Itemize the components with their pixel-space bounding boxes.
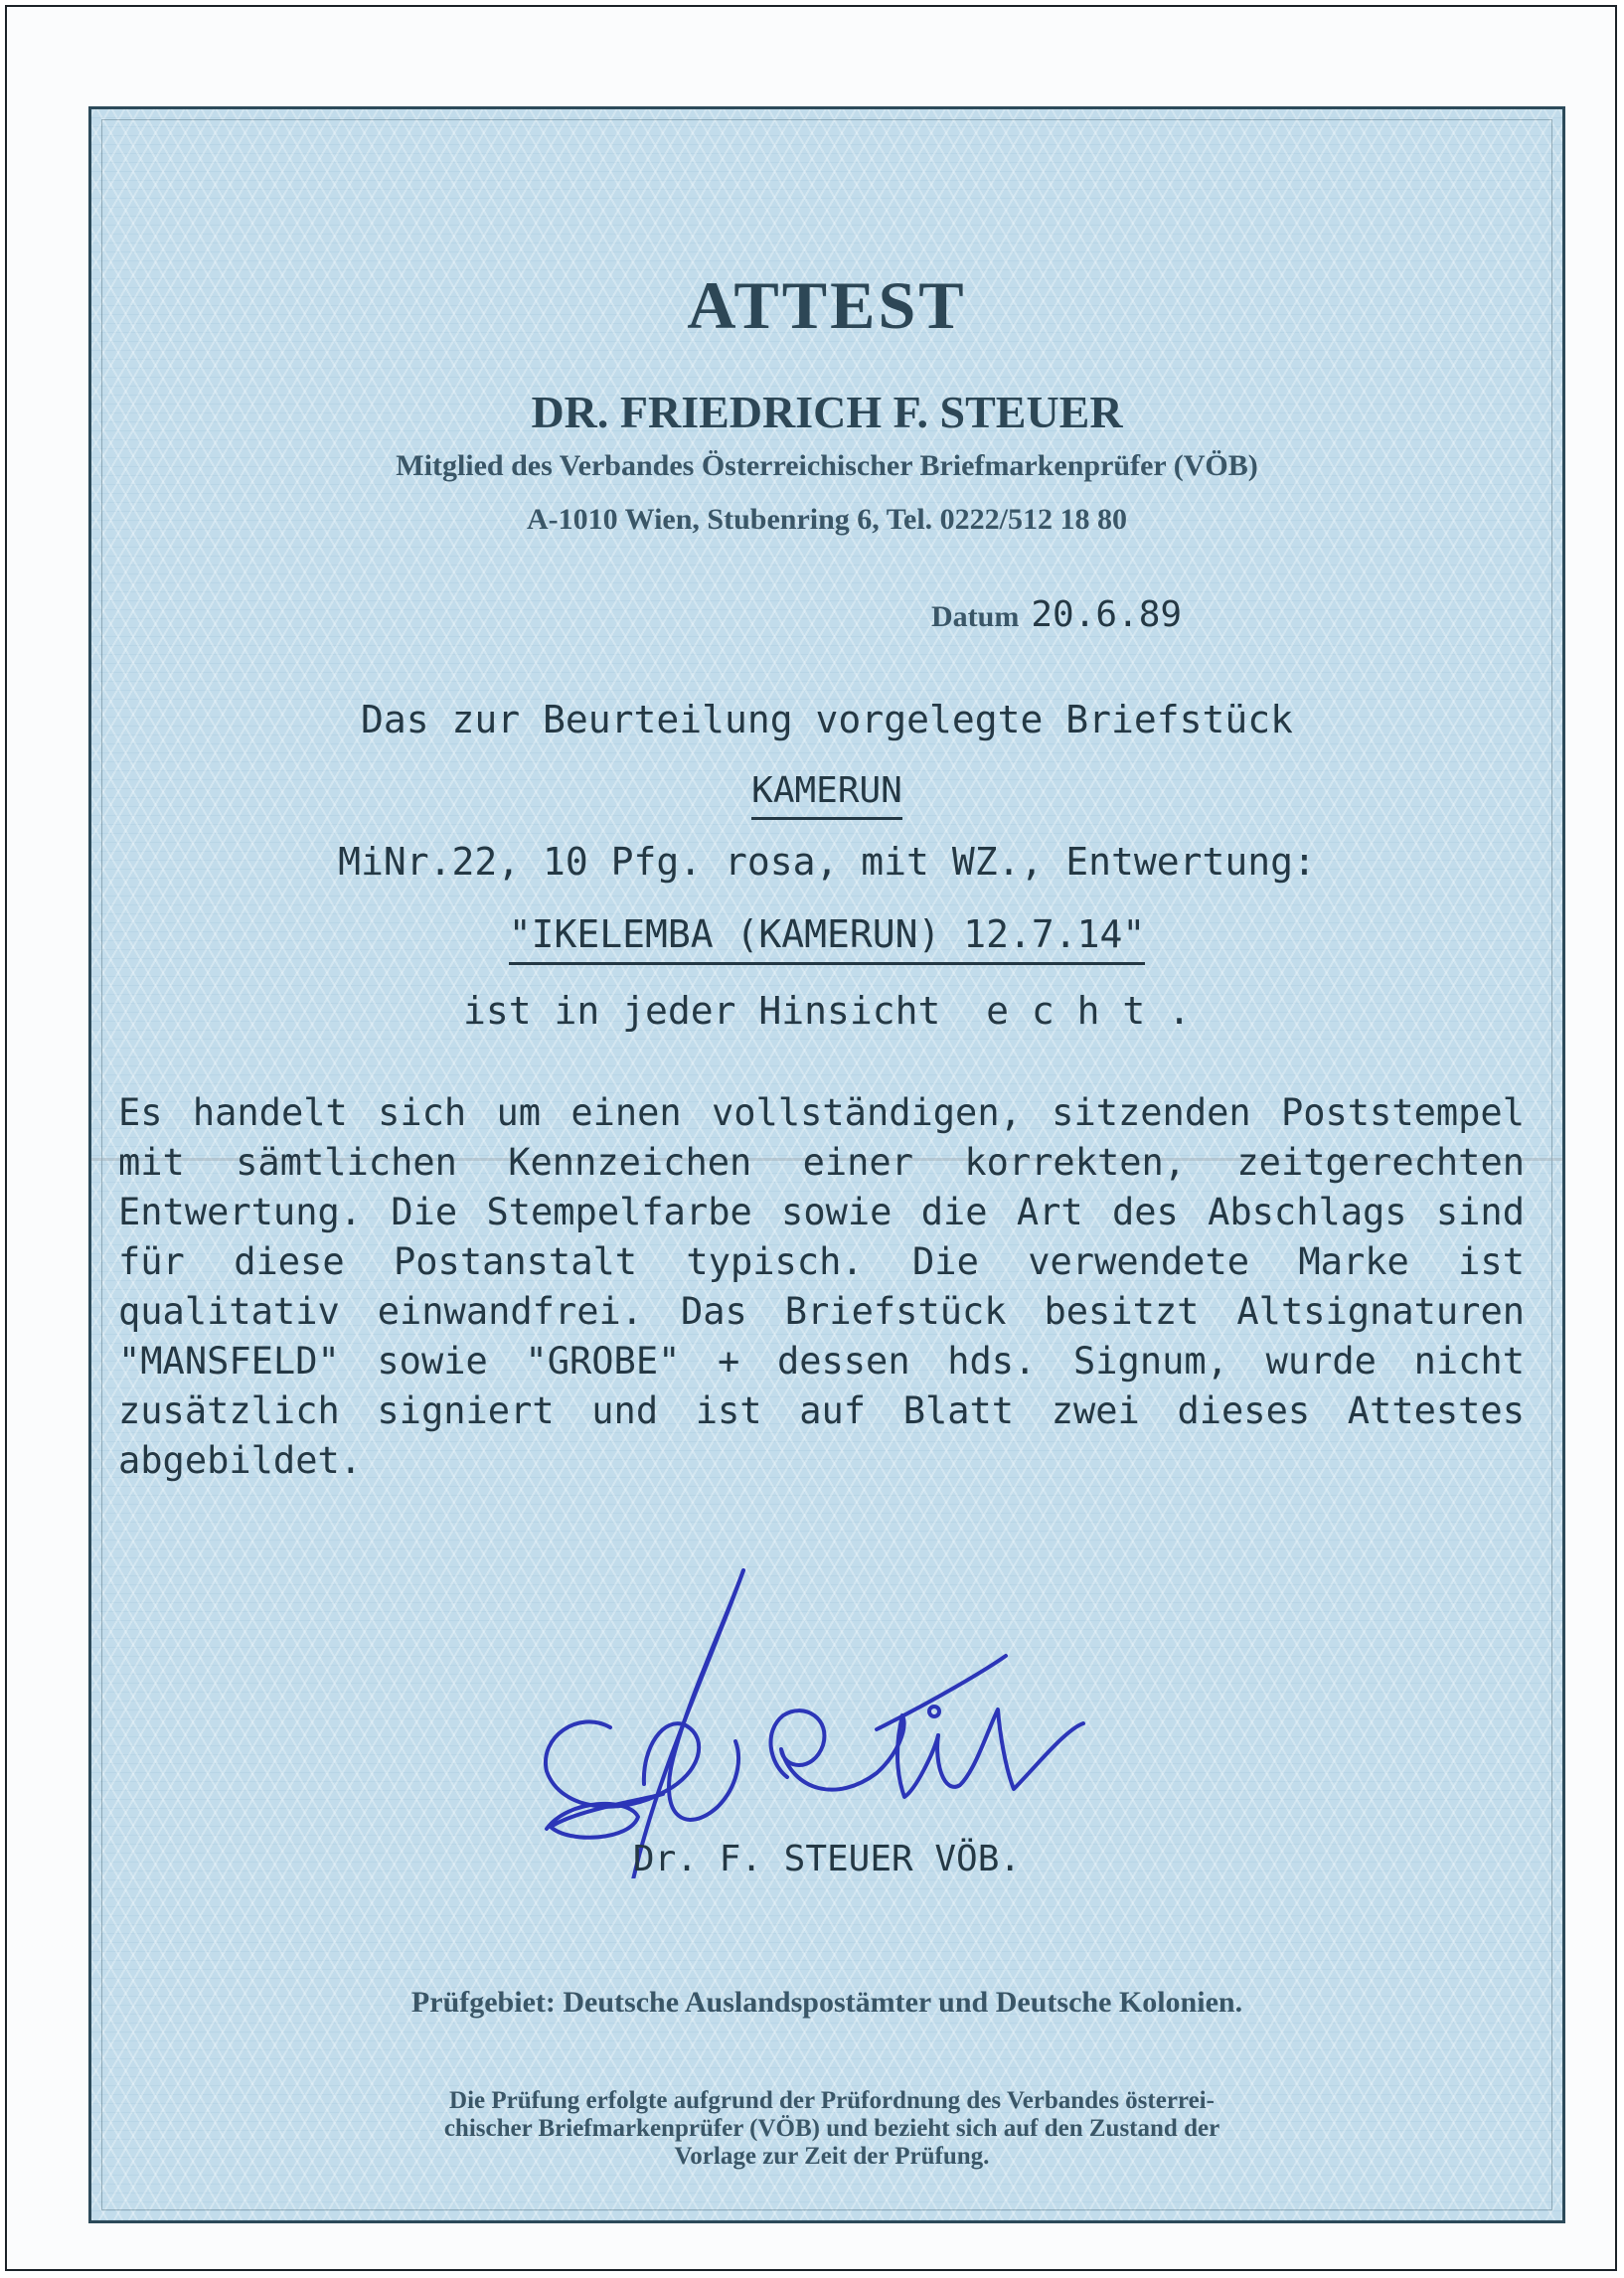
certificate-title: ATTEST	[687, 267, 967, 343]
date-row	[931, 594, 1182, 635]
certificate-sheet	[5, 5, 1617, 2271]
footnote-line: Die Prüfung erfolgte aufgrund der Prüfordnung des Verbandes österrei-	[449, 2087, 1215, 2114]
intro-line: Das zur Beurteilung vorgelegte Briefstück	[361, 698, 1293, 741]
date-value: 20.6.89	[1031, 594, 1183, 635]
examiner-name: DR. FRIEDRICH F. STEUER	[531, 387, 1123, 437]
verdict-line: ist in jeder Hinsicht e c h t .	[462, 989, 1192, 1033]
footnote-line: Vorlage zur Zeit der Prüfung.	[674, 2143, 990, 2170]
footnote-line: chischer Briefmarkenprüfer (VÖB) und bezieht sich auf den Zustand der	[443, 2115, 1220, 2142]
examination-scope: Prüfgebiet: Deutsche Auslandspostämter und Deutsche Kolonien.	[410, 1986, 1243, 2019]
membership-line: Mitglied des Verbandes Österreichischer Briefmarkenprüfer (VÖB)	[396, 449, 1258, 482]
date-label: Datum	[931, 600, 1020, 633]
country-line	[91, 770, 1562, 811]
signer-name: Dr. F. STEUER VÖB.	[632, 1839, 1022, 1879]
footnote	[211, 2087, 1453, 2171]
assessment-text: Es handelt sich um einen vollständigen, sitzenden Poststempel mit sämtlichen Kennzeichen einer korrekten, zeitgerechten Entwertung. Die Stempelfarbe sowie die Art des Abschlags sind für diese Postanstalt typisch. Die verwendete Marke ist qualitativ einwandfrei. Das Briefstück besitzt Altsignaturen "MANSFELD" sowie "GROBE" + dessen hds. Signum, wurde nicht zusätzlich signiert und ist auf Blatt zwei dieses Attestes abgebildet.	[118, 1091, 1525, 1482]
address-line: A-1010 Wien, Stubenring 6, Tel. 0222/512 18 80	[527, 503, 1127, 536]
cancellation-line	[91, 912, 1562, 956]
cancellation-text: "IKELEMBA (KAMERUN) 12.7.14"	[509, 912, 1146, 965]
certificate-panel	[88, 106, 1565, 2223]
stamp-description: MiNr.22, 10 Pfg. rosa, mit WZ., Entwertung:	[338, 840, 1316, 884]
country-name: KAMERUN	[751, 770, 902, 820]
signature-icon	[539, 1560, 1095, 1878]
